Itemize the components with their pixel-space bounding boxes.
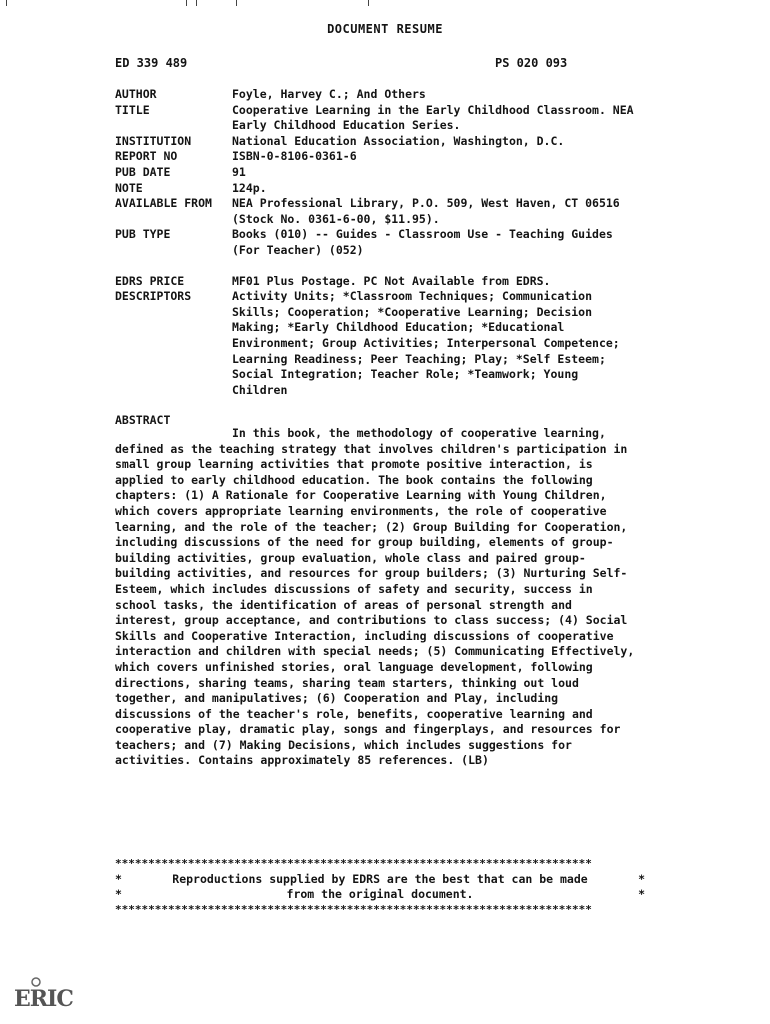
- field-label: DESCRIPTORS: [115, 289, 192, 304]
- field-value: NEA Professional Library, P.O. 509, West Haven, CT 06516 (Stock No. 0361-6-00, $11.95).: [232, 196, 620, 226]
- field-label: AUTHOR: [115, 87, 157, 101]
- field-label: TITLE: [115, 102, 150, 117]
- right-star: *: [638, 872, 645, 886]
- reproduction-notice-line1: [115, 872, 645, 886]
- field-label: PUB TYPE: [115, 227, 171, 242]
- field-available-from: [115, 196, 635, 227]
- field-label: NOTE: [115, 180, 143, 195]
- scan-mark: [186, 0, 187, 6]
- eric-logo: [14, 976, 73, 1016]
- field-label: AVAILABLE FROM: [115, 196, 212, 211]
- reproduction-notice-line2: [115, 887, 645, 901]
- scan-mark: [236, 0, 237, 6]
- left-star: *: [115, 887, 122, 901]
- field-value: ISBN-0-8106-0361-6: [232, 149, 357, 164]
- scan-mark: [196, 0, 197, 6]
- ps-number: PS 020 093: [495, 56, 568, 70]
- field-value: Foyle, Harvey C.; And Others: [232, 87, 426, 101]
- field-value: Activity Units; *Classroom Techniques; Communication Skills; Cooperation; *Cooperative Learning; Decision Making; *Early Childhood Education; *Educational Environment; Group Activities; Interpersonal Competence; Learning Readiness; Peer Teaching; Play; *Self Esteem; Social Integration; Teacher Role; *Teamwork; Young Children: [232, 289, 620, 397]
- field-value: Cooperative Learning in the Early Childhood Classroom. NEA Early Childhood Education Series.: [232, 102, 634, 133]
- field-note: [115, 181, 635, 197]
- star-border-top: ************************************************************************: [115, 857, 592, 870]
- field-report-no: [115, 149, 635, 165]
- field-value: MF01 Plus Postage. PC Not Available from EDRS.: [232, 273, 551, 288]
- field-label: REPORT NO: [115, 149, 178, 164]
- eric-logo-text: ERIC: [14, 986, 73, 1012]
- abstract-text: In this book, the methodology of cooperative learning, defined as the teaching strategy that involves children's participation in small group learning activities that promote positive interaction, is applied to early childhood education. The book contains the following chapters: (1) A Rationale for Cooperative Learning with Young Children, which covers appropriate learning environments, the role of cooperative learning, and the role of the teacher; (2) Group Building for Cooperation, including discussions of the need for group building, elements of group-building activities, group evaluation, whole class and paired group-building activities, and resources for group builders; (3) Nurturing Self-Esteem, which includes discussions of safety and security, success in school tasks, the identification of areas of personal strength and interest, group acceptance, and contributions to class success; (4) Social Skills and Cooperative Interaction, including discussions of cooperative interaction and children with special needs; (5) Communicating Effectively, which covers unfinished stories, oral language development, following directions, sharing teams, sharing team starters, thinking out loud together, and manipulatives; (6) Cooperation and Play, including discussions of the teacher's role, benefits, cooperative learning and cooperative play, dramatic play, songs and fingerplays, and resources for teachers; and (7) Making Decisions, which includes suggestions for activities. Contains approximately 85 references. (LB): [115, 426, 635, 768]
- field-value: Books (010) -- Guides - Classroom Use - Teaching Guides (For Teacher) (052): [232, 227, 613, 257]
- field-value: National Education Association, Washington, D.C.: [232, 133, 565, 148]
- field-label: INSTITUTION: [115, 133, 192, 148]
- metadata-fields: [115, 87, 635, 398]
- field-institution: [115, 134, 635, 150]
- field-author: [115, 87, 635, 103]
- star-border-bottom: ************************************************************************: [115, 903, 592, 916]
- field-value: 124p.: [232, 180, 267, 195]
- spacer: [115, 259, 635, 274]
- document-title: DOCUMENT RESUME: [327, 22, 443, 36]
- notice-text: Reproductions supplied by EDRS are the best that can be made: [172, 872, 588, 886]
- abstract-label: ABSTRACT: [115, 413, 171, 427]
- field-value: 91: [232, 164, 246, 179]
- field-pub-type: [115, 227, 635, 258]
- field-pub-date: [115, 165, 635, 181]
- field-descriptors: [115, 289, 635, 398]
- field-title: [115, 103, 635, 134]
- field-label: EDRS PRICE: [115, 273, 185, 288]
- ed-number: ED 339 489: [115, 56, 188, 70]
- scan-mark: [368, 0, 369, 6]
- field-label: PUB DATE: [115, 164, 171, 179]
- right-star: *: [638, 887, 645, 901]
- left-star: *: [115, 872, 122, 886]
- field-edrs-price: [115, 274, 635, 290]
- notice-text: from the original document.: [286, 887, 474, 901]
- scan-mark: [6, 0, 7, 6]
